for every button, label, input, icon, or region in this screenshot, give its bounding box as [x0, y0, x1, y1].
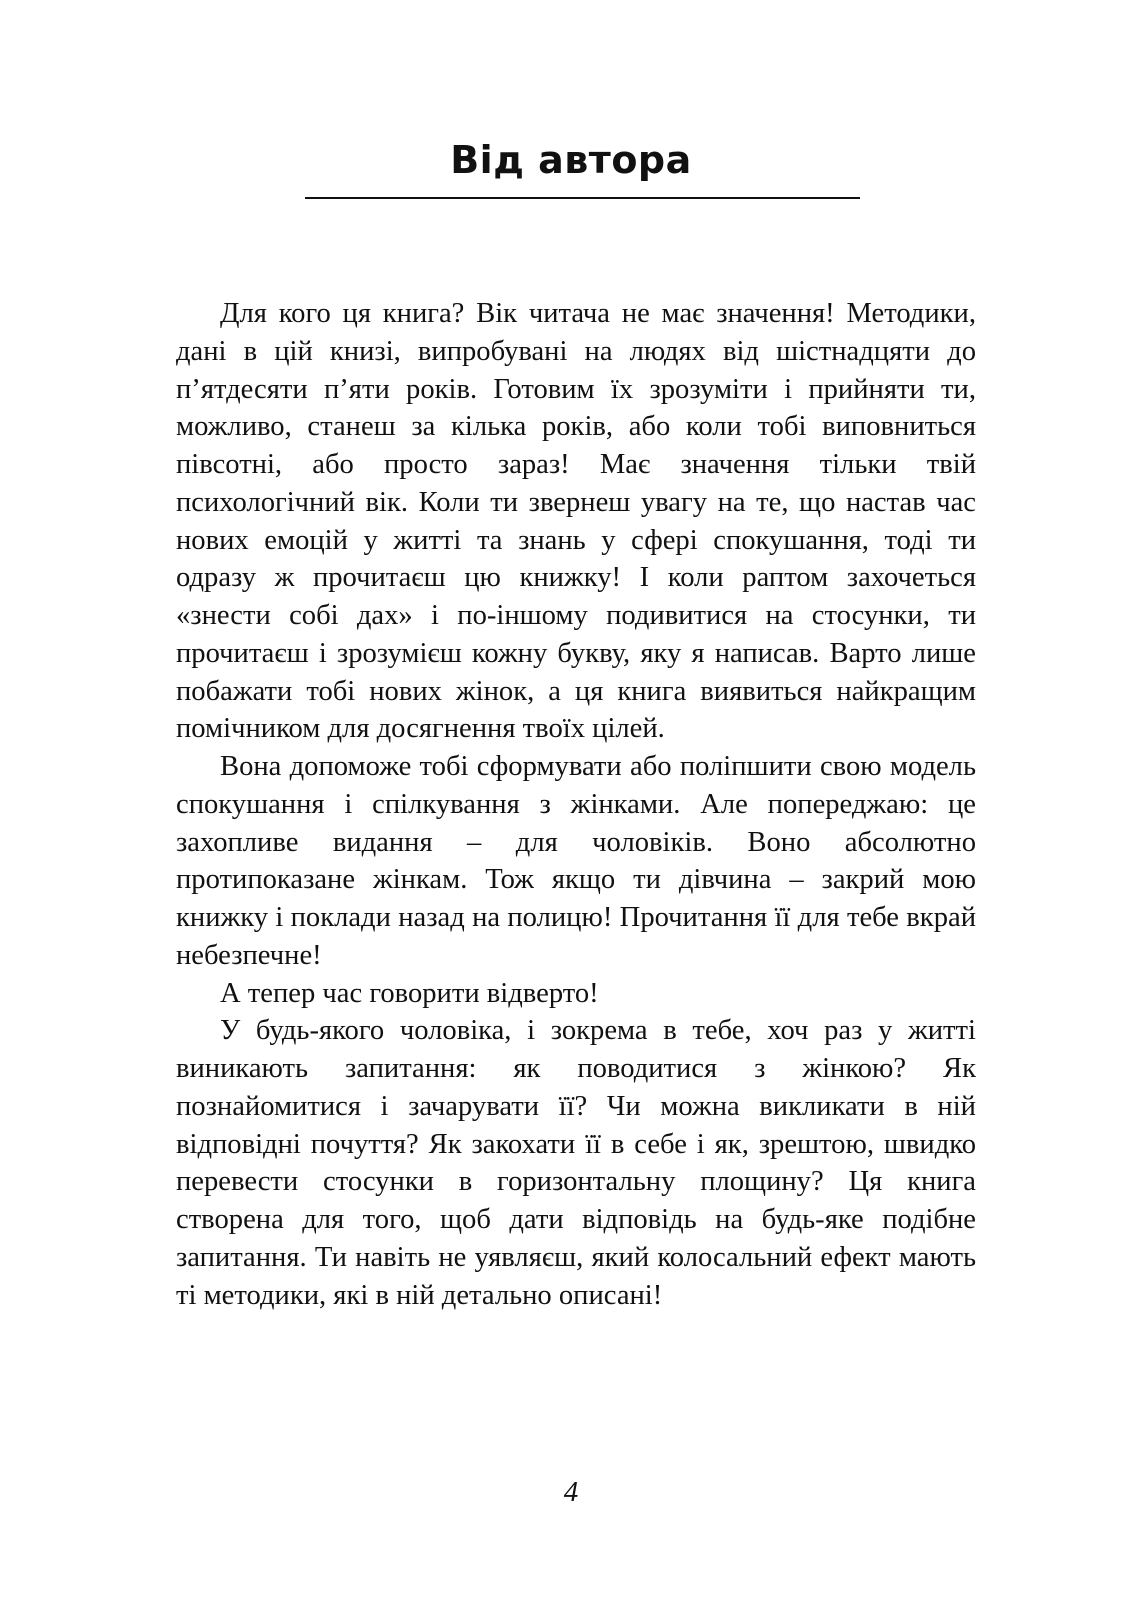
chapter-body — [176, 295, 976, 1314]
paragraph-2: Вона допоможе тобі сформувати або поліпшити свою модель спокушання і спілкування з жінками. Але попереджаю: це захопливе видання – для чоловіків. Воно абсолютно протипоказане жінкам. Тож якщо ти дівчина – закрий мою книжку і поклади назад на полицю! Прочитання її для тебе вкрай небезпечне! — [176, 751, 976, 971]
chapter-title: Від автора — [450, 138, 692, 182]
title-underline — [305, 197, 860, 199]
paragraph-1: Для кого ця книга? Вік читача не має значення! Методики, дані в цій книзі, випробувані на людях від шістнадцяти до п’ятдесяти п’яти років. Готовим їх зрозуміти і прийняти ти, можливо, станеш за кілька років, або коли тобі виповниться півсотні, або просто зараз! Має значення тільки твій психологічний вік. Коли ти звернеш увагу на те, що настав час нових емоцій у житті та знань у сфері спокушання, тоді ти одразу ж прочитаєш цю книжку! І коли раптом захочеться «знести собі дах» і по-іншому подивитися на стосунки, ти прочитаєш і зрозумієш кожну букву, яку я написав. Варто лише побажати тобі нових жінок, а ця книга виявиться найкращим помічником для досягнення твоїх цілей. — [176, 298, 976, 745]
paragraph-4: У будь-якого чоловіка, і зокрема в тебе, хоч раз у житті виникають запитання: як поводитися з жінкою? Як познайомитися і зачарувати її? Чи можна викликати в ній відповідні почуття? Як закохати її в себе і як, зрештою, швидко перевести стосунки в горизонтальну площину? Ця книга створена для того, щоб дати відповідь на будь-яке подібне запитання. Ти навіть не уявляєш, який колосальний ефект мають ті методики, які в ній детально описані! — [176, 1015, 976, 1311]
page-number: 4 — [563, 1476, 579, 1508]
paragraph-3: А тепер час говорити відверто! — [220, 977, 599, 1009]
